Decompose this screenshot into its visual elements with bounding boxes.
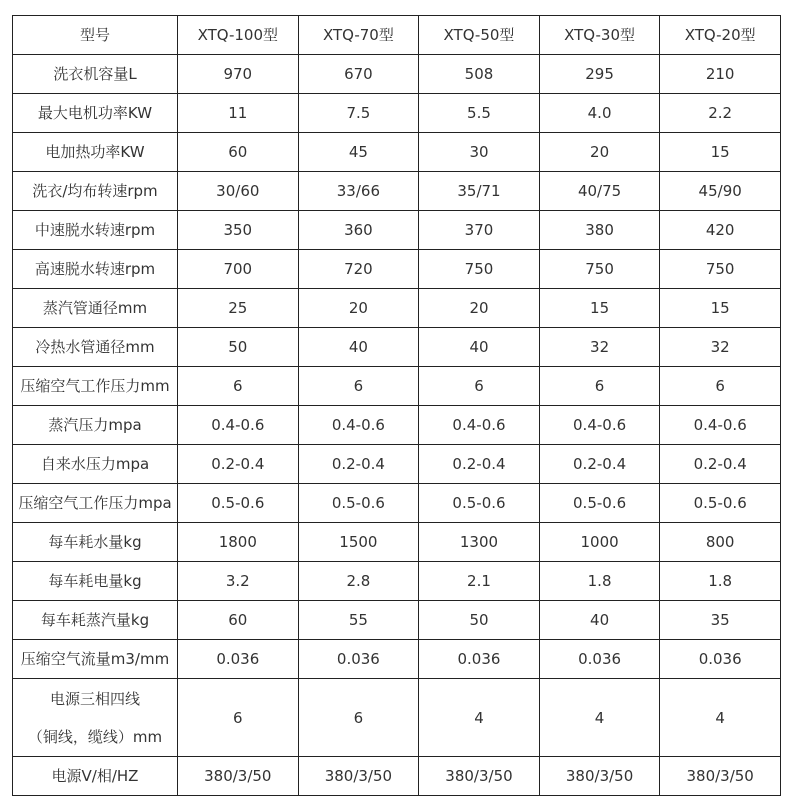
table-row [13, 367, 781, 406]
value-cell: 30/60 [178, 172, 299, 211]
header-cell-model: XTQ-100型 [178, 16, 299, 55]
spec-table [12, 15, 781, 796]
value-cell: 4 [419, 679, 540, 757]
value-cell: 50 [178, 328, 299, 367]
value-cell: 55 [298, 601, 419, 640]
value-cell: 35/71 [419, 172, 540, 211]
value-cell: 1.8 [539, 562, 660, 601]
table-row [13, 250, 781, 289]
value-cell: 380/3/50 [539, 757, 660, 796]
value-cell: 3.2 [178, 562, 299, 601]
table-row [13, 640, 781, 679]
value-cell: 40/75 [539, 172, 660, 211]
value-cell: 750 [539, 250, 660, 289]
value-cell: 670 [298, 55, 419, 94]
value-cell: 0.2-0.4 [660, 445, 781, 484]
row-label-cell: 电加热功率KW [13, 133, 178, 172]
value-cell: 2.1 [419, 562, 540, 601]
row-label-cell: 压缩空气工作压力mm [13, 367, 178, 406]
value-cell: 2.8 [298, 562, 419, 601]
row-label-cell: 冷热水管通径mm [13, 328, 178, 367]
row-label-cell: 压缩空气流量m3/mm [13, 640, 178, 679]
value-cell: 15 [539, 289, 660, 328]
row-label-line: 电源三相四线 [49, 689, 140, 708]
value-cell: 60 [178, 601, 299, 640]
value-cell: 6 [298, 367, 419, 406]
table-row [13, 523, 781, 562]
value-cell: 5.5 [419, 94, 540, 133]
row-label-cell: 电源V/相/HZ [13, 757, 178, 796]
value-cell: 800 [660, 523, 781, 562]
value-cell: 0.2-0.4 [298, 445, 419, 484]
table-row [13, 445, 781, 484]
value-cell: 370 [419, 211, 540, 250]
value-cell: 1800 [178, 523, 299, 562]
value-cell: 0.4-0.6 [178, 406, 299, 445]
value-cell: 1000 [539, 523, 660, 562]
value-cell: 25 [178, 289, 299, 328]
value-cell: 6 [178, 367, 299, 406]
value-cell: 40 [298, 328, 419, 367]
value-cell: 970 [178, 55, 299, 94]
header-cell-model: XTQ-20型 [660, 16, 781, 55]
value-cell: 6 [539, 367, 660, 406]
value-cell: 720 [298, 250, 419, 289]
table-row [13, 328, 781, 367]
value-cell: 0.4-0.6 [419, 406, 540, 445]
value-cell: 35 [660, 601, 781, 640]
value-cell: 40 [419, 328, 540, 367]
value-cell: 50 [419, 601, 540, 640]
value-cell: 750 [419, 250, 540, 289]
header-row [13, 16, 781, 55]
value-cell: 380 [539, 211, 660, 250]
value-cell: 360 [298, 211, 419, 250]
header-cell-model: XTQ-70型 [298, 16, 419, 55]
value-cell: 700 [178, 250, 299, 289]
header-cell-model: XTQ-30型 [539, 16, 660, 55]
table-row [13, 679, 781, 757]
value-cell: 420 [660, 211, 781, 250]
value-cell: 15 [660, 133, 781, 172]
row-label-cell: 每车耗水量kg [13, 523, 178, 562]
header-cell-label: 型号 [13, 16, 178, 55]
value-cell: 380/3/50 [178, 757, 299, 796]
table-row [13, 484, 781, 523]
table-row [13, 406, 781, 445]
value-cell: 350 [178, 211, 299, 250]
row-label-cell: 洗衣/均布转速rpm [13, 172, 178, 211]
value-cell: 0.5-0.6 [419, 484, 540, 523]
value-cell: 0.2-0.4 [539, 445, 660, 484]
value-cell: 20 [419, 289, 540, 328]
row-label-cell: 每车耗电量kg [13, 562, 178, 601]
value-cell: 45/90 [660, 172, 781, 211]
value-cell: 0.5-0.6 [660, 484, 781, 523]
table-row [13, 172, 781, 211]
value-cell: 7.5 [298, 94, 419, 133]
table-row [13, 562, 781, 601]
value-cell: 380/3/50 [660, 757, 781, 796]
value-cell: 32 [660, 328, 781, 367]
value-cell: 30 [419, 133, 540, 172]
row-label-line: （铜线，缆线）mm [27, 727, 163, 746]
value-cell: 1.8 [660, 562, 781, 601]
table-row [13, 757, 781, 796]
value-cell: 6 [178, 679, 299, 757]
row-label-cell: 自来水压力mpa [13, 445, 178, 484]
value-cell: 0.036 [660, 640, 781, 679]
row-label-cell: 蒸汽管通径mm [13, 289, 178, 328]
value-cell: 0.4-0.6 [539, 406, 660, 445]
value-cell: 380/3/50 [298, 757, 419, 796]
value-cell: 0.2-0.4 [178, 445, 299, 484]
value-cell: 40 [539, 601, 660, 640]
row-label-cell: 最大电机功率KW [13, 94, 178, 133]
value-cell: 32 [539, 328, 660, 367]
value-cell: 45 [298, 133, 419, 172]
value-cell: 33/66 [298, 172, 419, 211]
value-cell: 295 [539, 55, 660, 94]
value-cell: 0.036 [298, 640, 419, 679]
value-cell: 6 [419, 367, 540, 406]
row-label-cell: 中速脱水转速rpm [13, 211, 178, 250]
value-cell: 0.5-0.6 [178, 484, 299, 523]
table-row [13, 289, 781, 328]
value-cell: 380/3/50 [419, 757, 540, 796]
value-cell: 0.5-0.6 [539, 484, 660, 523]
table-row [13, 211, 781, 250]
value-cell: 210 [660, 55, 781, 94]
value-cell: 6 [660, 367, 781, 406]
value-cell: 20 [298, 289, 419, 328]
value-cell: 1300 [419, 523, 540, 562]
row-label-cell: 压缩空气工作压力mpa [13, 484, 178, 523]
value-cell: 0.4-0.6 [298, 406, 419, 445]
value-cell: 0.4-0.6 [660, 406, 781, 445]
table-row [13, 601, 781, 640]
value-cell: 0.036 [178, 640, 299, 679]
value-cell: 11 [178, 94, 299, 133]
value-cell: 20 [539, 133, 660, 172]
table-row [13, 94, 781, 133]
value-cell: 60 [178, 133, 299, 172]
value-cell: 750 [660, 250, 781, 289]
header-cell-model: XTQ-50型 [419, 16, 540, 55]
value-cell: 15 [660, 289, 781, 328]
value-cell: 4 [539, 679, 660, 757]
row-label-cell: 每车耗蒸汽量kg [13, 601, 178, 640]
value-cell: 0.2-0.4 [419, 445, 540, 484]
table-row [13, 55, 781, 94]
value-cell: 508 [419, 55, 540, 94]
table-row [13, 133, 781, 172]
value-cell: 4.0 [539, 94, 660, 133]
value-cell: 4 [660, 679, 781, 757]
row-label-cell: 蒸汽压力mpa [13, 406, 178, 445]
value-cell: 0.036 [539, 640, 660, 679]
row-label-cell: 高速脱水转速rpm [13, 250, 178, 289]
value-cell: 2.2 [660, 94, 781, 133]
row-label-cell [13, 679, 178, 757]
row-label-cell: 洗衣机容量L [13, 55, 178, 94]
value-cell: 0.5-0.6 [298, 484, 419, 523]
value-cell: 0.036 [419, 640, 540, 679]
value-cell: 1500 [298, 523, 419, 562]
value-cell: 6 [298, 679, 419, 757]
